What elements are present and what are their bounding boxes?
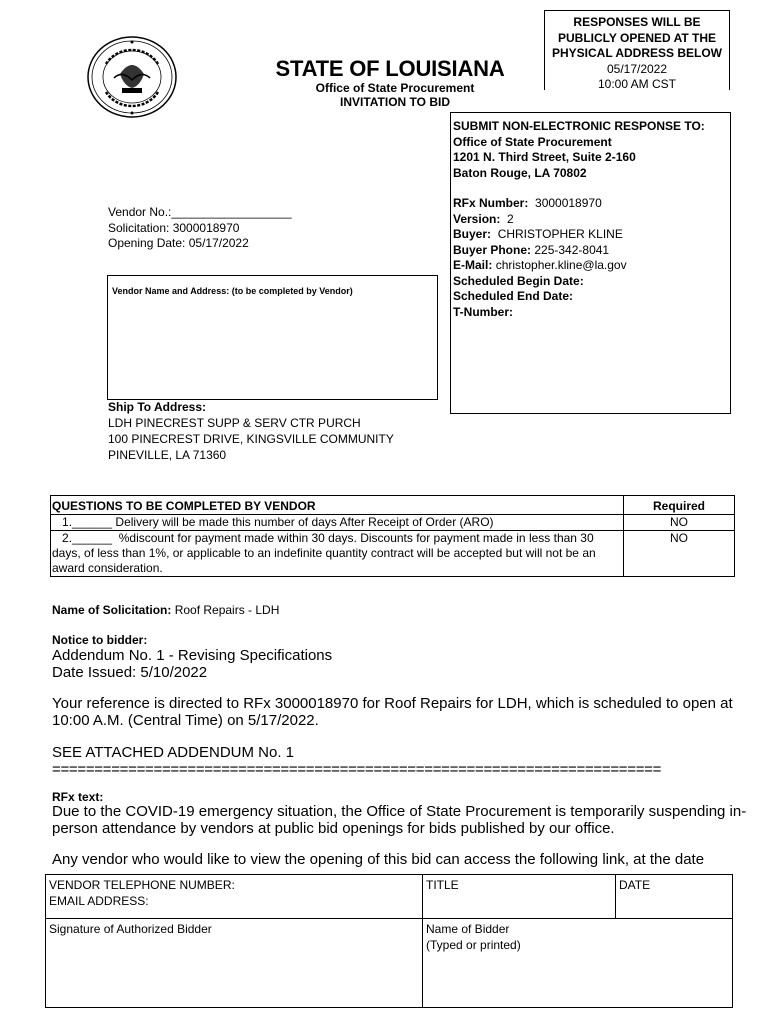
signature-field[interactable]: [46, 919, 423, 1008]
responses-line-3: PHYSICAL ADDRESS BELOW: [551, 46, 722, 60]
question-text[interactable]: 1.______ Delivery will be made this number of days After Receipt of Order (ARO): [51, 515, 624, 531]
question-required: NO: [624, 515, 735, 531]
submit-heading: SUBMIT NON-ELECTRONIC RESPONSE TO:: [453, 119, 705, 133]
table-row: [51, 515, 735, 531]
ship-line-3: PINEVILLE, LA 71360: [108, 448, 227, 462]
see-attached: SEE ATTACHED ADDENDUM No. 1: [52, 744, 294, 761]
opening-time: 10:00 AM CST: [597, 77, 677, 91]
scheduled-begin-date: Scheduled Begin Date:: [453, 273, 584, 288]
rfx-number: RFx Number: 3000018970: [453, 196, 602, 210]
buyer: Buyer: CHRISTOPHER KLINE: [453, 227, 623, 241]
solicitation-name: Name of Solicitation: Roof Repairs - LDH: [52, 603, 280, 617]
questions-header: QUESTIONS TO BE COMPLETED BY VENDOR: [51, 496, 624, 515]
title-label: TITLE: [426, 878, 459, 892]
responses-notice-box: [544, 10, 730, 90]
office-name: Office of State Procurement: [315, 81, 475, 95]
reference-paragraph: Your reference is directed to RFx 3000018970 for Roof Repairs for LDH, which is scheduled to open at 10:00 A.M. (Central Time) on 5/17/2022.: [52, 695, 733, 729]
page-title: STATE OF LOUISIANA: [275, 56, 505, 81]
ship-line-1: LDH PINECREST SUPP & SERV CTR PURCH: [108, 416, 361, 430]
version: Version: 2: [453, 211, 514, 226]
responses-line-2: PUBLICLY OPENED AT THE: [557, 30, 717, 45]
title-field[interactable]: [423, 875, 616, 919]
rfx-text-body: [52, 803, 752, 868]
submit-office: Office of State Procurement: [453, 134, 612, 149]
date-field[interactable]: [616, 875, 733, 919]
vendor-info: [108, 205, 292, 252]
opening-date-text: Opening Date: 05/17/2022: [108, 236, 249, 250]
scheduled-end-date: Scheduled End Date:: [453, 289, 574, 303]
vendor-name-address-box[interactable]: [107, 275, 438, 400]
signature-label: Signature of Authorized Bidder: [49, 922, 212, 936]
vendor-phone-label: VENDOR TELEPHONE NUMBER:: [49, 878, 235, 892]
question-required: NO: [624, 531, 735, 577]
bidder-name-label: Name of Bidder: [426, 922, 510, 936]
vendor-email-label: EMAIL ADDRESS:: [49, 894, 149, 908]
ship-to-address: [108, 399, 394, 463]
buyer-email: E-Mail: christopher.kline@la.gov: [453, 258, 627, 272]
date-label: DATE: [619, 878, 651, 892]
opening-date: 05/17/2022: [606, 61, 668, 76]
notice-body: [52, 647, 742, 778]
bidder-name-sublabel: (Typed or printed): [426, 938, 521, 952]
state-seal-logo: [84, 34, 180, 122]
submit-street: 1201 N. Third Street, Suite 2-160: [453, 150, 636, 164]
vendor-contact-field[interactable]: [46, 875, 423, 919]
questions-header-row: [51, 496, 735, 515]
submit-response-box: [450, 112, 731, 414]
document-type: INVITATION TO BID: [340, 95, 450, 109]
t-number: T-Number:: [453, 304, 513, 319]
vendor-number-field[interactable]: Vendor No.:__________________: [108, 205, 292, 219]
bidder-name-field[interactable]: [423, 919, 733, 1008]
rfx-text-label: RFx text:: [52, 790, 104, 804]
question-text[interactable]: 2.______ %discount for payment made within 30 days. Discounts for payment made in less than 30 days, of less than 1%, or applicable to an indefinite quantity contract will be accepted but will not be an award consideration.: [51, 531, 624, 577]
responses-line-1: RESPONSES WILL BE: [573, 15, 701, 29]
ship-to-label: Ship To Address:: [108, 400, 207, 414]
rfx-paragraph-1: Due to the COVID-19 emergency situation, the Office of State Procurement is temporarily suspending in-person attendance by vendors at public bid openings for bids published by our office.: [52, 803, 747, 837]
rfx-paragraph-2: Any vendor who would like to view the opening of this bid can access the following link, at the date: [52, 851, 705, 868]
table-row: [51, 531, 735, 577]
signature-table: [45, 874, 733, 1008]
submit-city: Baton Rouge, LA 70802: [453, 165, 587, 180]
required-header: Required: [624, 496, 735, 515]
date-issued: Date Issued: 5/10/2022: [52, 664, 208, 681]
buyer-phone: Buyer Phone: 225-342-8041: [453, 242, 610, 257]
solicitation-number: Solicitation: 3000018970: [108, 220, 240, 235]
ship-line-2: 100 PINECREST DRIVE, KINGSVILLE COMMUNITY: [108, 432, 394, 446]
separator: ========================================================================: [52, 761, 662, 778]
questions-table: [50, 495, 735, 577]
addendum-title: Addendum No. 1 - Revising Specifications: [52, 647, 333, 664]
notice-label: Notice to bidder:: [52, 633, 148, 647]
vendor-box-label: Vendor Name and Address: (to be completed by Vendor): [112, 286, 353, 296]
